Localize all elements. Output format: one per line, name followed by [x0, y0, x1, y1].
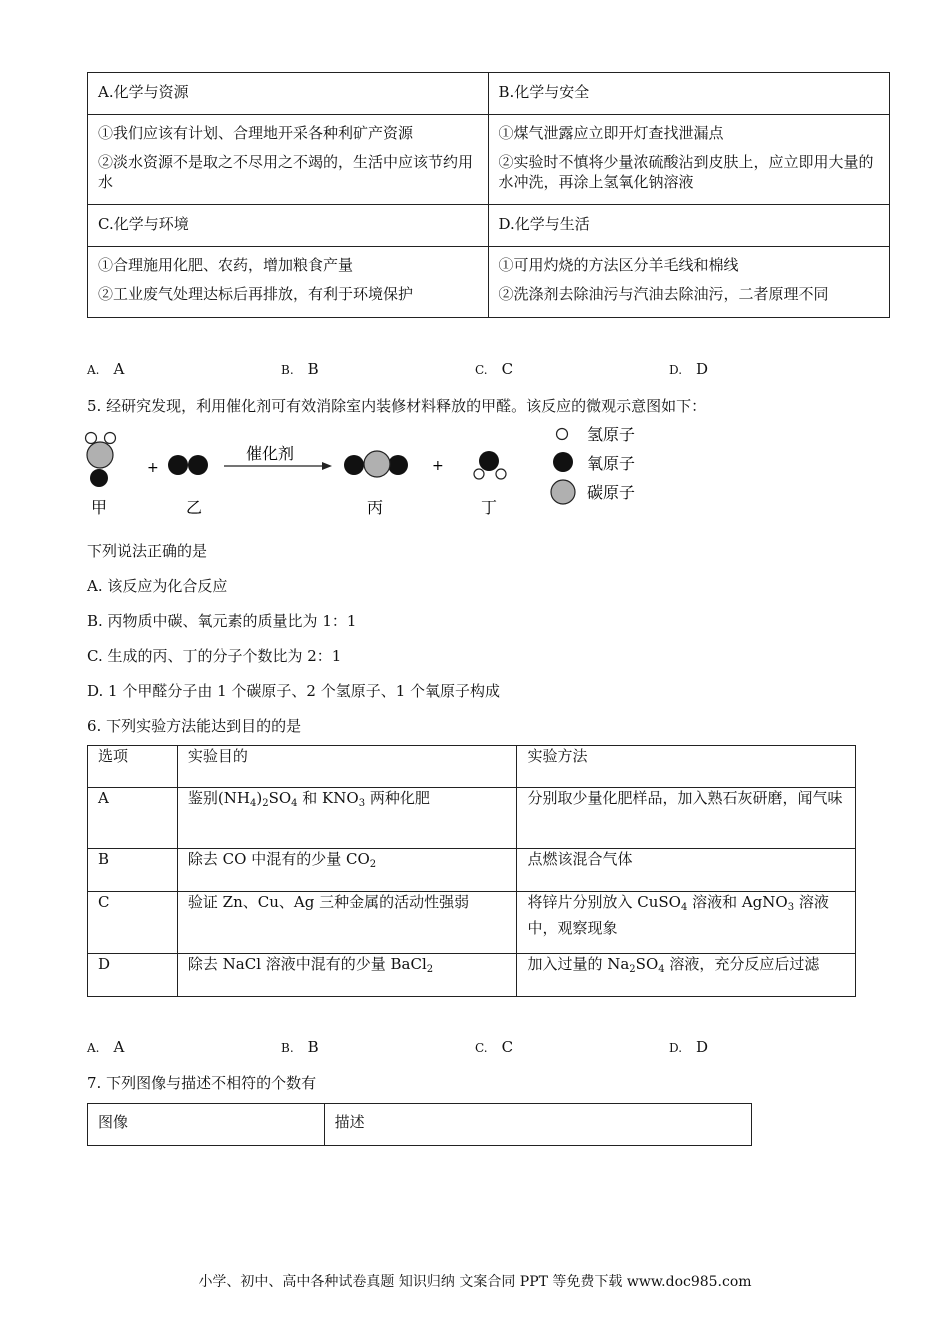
q5-option-a[interactable]: A. 该反应为化合反应	[87, 577, 228, 595]
subscript: 3	[358, 798, 366, 809]
q4-cell-b-title: B.化学与安全	[488, 73, 890, 115]
table-row	[88, 788, 856, 849]
q4-table	[87, 72, 890, 318]
subscript: 4	[680, 902, 688, 913]
q4-a-item-2: ②淡水资源不是取之不尽用之不竭的，生活中应该节约用水	[98, 153, 474, 191]
q7-head-description: 描述	[324, 1104, 751, 1146]
table-row	[88, 849, 856, 892]
q6-row-a-purpose	[177, 788, 517, 849]
text-part: 加入过量的 Na	[527, 955, 630, 973]
text-part: 两种化肥	[365, 789, 430, 807]
text-part: 溶液和 AgNO	[687, 893, 788, 911]
option-value: B	[307, 1038, 319, 1056]
catalyst-label: 催化剂	[246, 444, 295, 463]
q6-row-b-purpose	[177, 849, 517, 892]
q6-stem: 6. 下列实验方法能达到目的的是	[87, 717, 302, 735]
text-part: 鉴别(NH	[187, 789, 250, 807]
carbon-atom-icon	[551, 480, 575, 504]
q6-row-b-method: 点燃该混合气体	[517, 849, 856, 892]
text-part: 将锌片分别放入 CuSO	[527, 893, 681, 911]
q6-option-b[interactable]	[281, 1038, 319, 1056]
q6-row-c-method	[517, 892, 856, 954]
q6-row-d-method	[517, 954, 856, 997]
q5-stem: 5. 经研究发现，利用催化剂可有效消除室内装修材料释放的甲醛。该反应的微观示意图如下：	[87, 397, 707, 415]
option-key: B.	[281, 1041, 294, 1055]
subscript: 2	[629, 964, 636, 975]
option-key: A.	[87, 363, 100, 377]
label-jia: 甲	[91, 498, 108, 517]
q6-table	[87, 745, 856, 997]
q4-cell-c-title: C.化学与环境	[88, 205, 489, 247]
plus-sign-1: +	[147, 460, 159, 476]
label-yi: 乙	[186, 498, 203, 517]
option-key: C.	[475, 363, 488, 377]
option-value: A	[113, 360, 125, 378]
q6-head-method: 实验方法	[517, 746, 856, 788]
q7-stem: 7. 下列图像与描述不相符的个数有	[87, 1074, 317, 1092]
option-key: D.	[669, 1041, 683, 1055]
arrow-icon	[224, 462, 332, 470]
q4-option-b[interactable]	[281, 360, 319, 378]
text-part: SO	[268, 789, 292, 807]
q6-head-purpose: 实验目的	[177, 746, 517, 788]
option-value: B	[307, 360, 319, 378]
molecule-ding	[474, 451, 506, 479]
q6-row-c-option: C	[88, 892, 178, 954]
option-value: D	[696, 1038, 709, 1056]
q6-row-a-option: A	[88, 788, 178, 849]
q6-row-c-purpose: 验证 Zn、Cu、Ag 三种金属的活动性强弱	[177, 892, 517, 954]
subscript: 4	[658, 964, 665, 975]
legend-carbon: 碳原子	[587, 483, 636, 502]
page-footer: 小学、初中、高中各种试卷真题 知识归纳 文案合同 PPT 等免费下载 www.doc985.com	[198, 1274, 752, 1290]
option-value: C	[501, 1038, 514, 1056]
legend	[551, 425, 635, 504]
option-key: A.	[87, 1041, 100, 1055]
table-row	[88, 892, 856, 954]
q4-b-item-1: ①煤气泄露应立即开灯查找泄漏点	[498, 124, 724, 142]
subscript: 4	[291, 798, 298, 809]
subscript: 2	[262, 798, 269, 809]
q6-row-d-option: D	[88, 954, 178, 997]
q4-d-item-1: ①可用灼烧的方法区分羊毛线和棉线	[498, 256, 739, 274]
q4-cell-d-title: D.化学与生活	[488, 205, 890, 247]
molecule-bing	[344, 451, 408, 477]
q4-cell-c-body	[88, 247, 489, 318]
q7-table	[87, 1103, 752, 1146]
legend-oxygen: 氧原子	[587, 454, 636, 473]
option-key: D.	[669, 363, 683, 377]
q5-option-d[interactable]: D. 1 个甲醛分子由 1 个碳原子、2 个氢原子、1 个氧原子构成	[87, 682, 501, 700]
legend-hydrogen: 氢原子	[587, 425, 636, 444]
q4-cell-b-body	[488, 115, 890, 205]
q6-head-option: 选项	[88, 746, 178, 788]
q6-row-b-option: B	[88, 849, 178, 892]
oxygen-atom-icon	[553, 452, 573, 472]
q4-c-item-1: ①合理施用化肥、农药，增加粮食产量	[98, 256, 354, 274]
text-part: 溶液中，观察现象	[527, 893, 829, 937]
label-ding: 丁	[481, 498, 498, 517]
q6-row-d-purpose	[177, 954, 517, 997]
q6-row-a-method: 分别取少量化肥样品，加入熟石灰研磨，闻气味	[517, 788, 856, 849]
plus-sign-2: +	[432, 458, 444, 474]
q4-cell-d-body	[488, 247, 890, 318]
q6-option-d[interactable]	[669, 1038, 708, 1056]
option-value: A	[113, 1038, 125, 1056]
q5-reaction-diagram	[80, 424, 680, 524]
text-part: 和 KNO	[297, 789, 359, 807]
q4-cell-a-title: A.化学与资源	[88, 73, 489, 115]
q7-head-image: 图像	[88, 1104, 325, 1146]
q5-prompt: 下列说法正确的是	[87, 542, 208, 560]
option-key: C.	[475, 1041, 488, 1055]
q4-b-item-2: ②实验时不慎将少量浓硫酸沾到皮肤上，应立即用大量的水冲洗，再涂上氢氧化钠溶液	[498, 153, 874, 191]
option-value: D	[696, 360, 709, 378]
molecule-yi	[168, 455, 208, 475]
q4-option-c[interactable]	[475, 360, 513, 378]
q6-option-c[interactable]	[475, 1038, 513, 1056]
text-part: 溶液，充分反应后过滤	[664, 955, 820, 973]
text-part: 除去 NaCl 溶液中混有的少量 BaCl	[187, 955, 427, 973]
q6-option-a[interactable]	[87, 1038, 124, 1056]
label-bing: 丙	[367, 498, 384, 517]
q4-cell-a-body	[88, 115, 489, 205]
subscript: 2	[369, 859, 377, 870]
q4-option-a[interactable]	[87, 360, 124, 378]
subscript: 3	[787, 902, 795, 913]
hydrogen-atom-icon	[557, 429, 568, 440]
molecule-jia	[86, 433, 116, 488]
q4-c-item-2: ②工业废气处理达标后再排放，有利于环境保护	[98, 285, 414, 303]
q5-option-c[interactable]: C. 生成的丙、丁的分子个数比为 2：1	[87, 647, 342, 665]
option-value: C	[501, 360, 514, 378]
subscript: 2	[426, 964, 434, 975]
q4-d-item-2: ②洗涤剂去除油污与汽油去除油污，二者原理不同	[498, 285, 829, 303]
option-key: B.	[281, 363, 294, 377]
text-part: SO	[635, 955, 659, 973]
q4-option-d[interactable]	[669, 360, 708, 378]
table-row	[88, 954, 856, 997]
subscript: 4	[249, 798, 257, 809]
q4-a-item-1: ①我们应该有计划、合理地开采各种利矿产资源	[98, 124, 414, 142]
text-part: 除去 CO 中混有的少量 CO	[187, 850, 370, 868]
text-part: )	[256, 789, 263, 807]
q5-option-b[interactable]: B. 丙物质中碳、氧元素的质量比为 1：1	[87, 612, 357, 630]
